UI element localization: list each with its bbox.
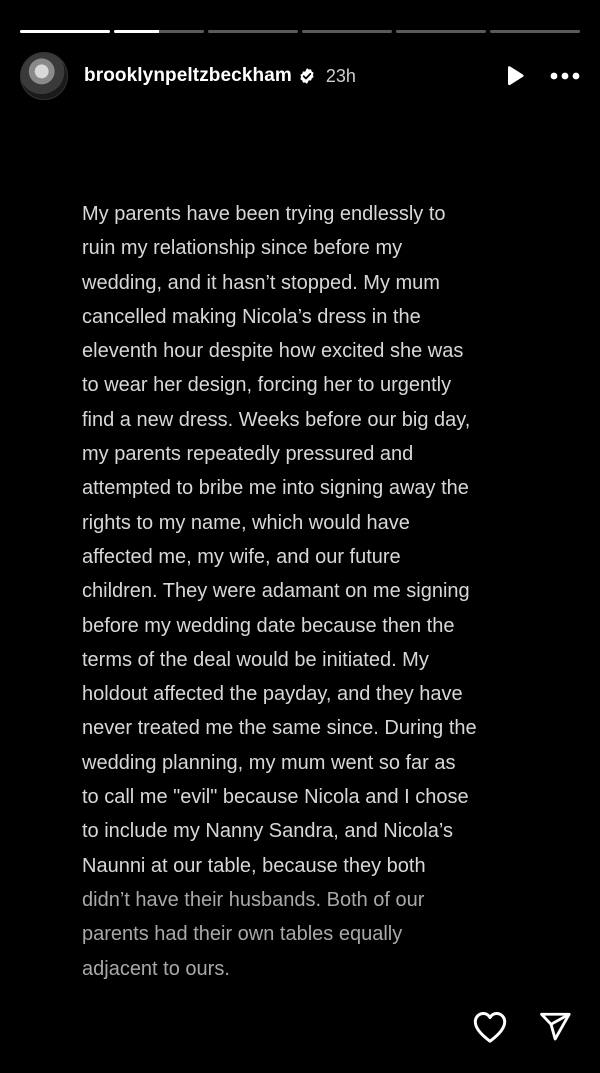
text-line: to wear her design, forcing her to urgently bbox=[82, 374, 452, 397]
username[interactable]: brooklynpeltzbeckham bbox=[84, 65, 292, 86]
progress-segment bbox=[302, 30, 392, 33]
text-line: didn’t have their husbands. Both of our bbox=[82, 888, 425, 911]
text-line: eleventh hour despite how excited she was bbox=[82, 340, 464, 363]
text-line: wedding planning, my mum went so far as bbox=[82, 751, 456, 774]
text-line: children. They were adamant on me signing bbox=[82, 580, 470, 603]
text-line: never treated me the same since. During the bbox=[82, 717, 477, 740]
text-line: ruin my relationship since before my bbox=[82, 237, 403, 260]
text-line: cancelled making Nicola’s dress in the bbox=[82, 305, 421, 328]
text-line: terms of the deal would be initiated. My bbox=[82, 648, 429, 671]
progress-segment bbox=[114, 30, 204, 33]
text-line: Naunni at our table, because they both bbox=[82, 854, 426, 877]
progress-segment bbox=[20, 30, 110, 33]
text-line: holdout affected the payday, and they have bbox=[82, 683, 463, 706]
play-icon[interactable] bbox=[502, 64, 526, 88]
text-line: rights to my name, which would have bbox=[82, 511, 410, 534]
text-line: before my wedding date because then the bbox=[82, 614, 455, 637]
text-line: wedding, and it hasn’t stopped. My mum bbox=[82, 271, 440, 294]
send-icon[interactable] bbox=[538, 1010, 572, 1044]
text-line: my parents repeatedly pressured and bbox=[82, 443, 414, 466]
progress-segment bbox=[208, 30, 298, 33]
progress-segment bbox=[396, 30, 486, 33]
text-line: attempted to bribe me into signing away the bbox=[82, 477, 469, 500]
text-line: parents had their own tables equally bbox=[82, 923, 403, 946]
story-progress-bar bbox=[20, 30, 580, 33]
heart-icon[interactable] bbox=[472, 1010, 508, 1044]
story-actions bbox=[472, 1010, 572, 1044]
post-time: 23h bbox=[325, 65, 356, 86]
text-line: to include my Nanny Sandra, and Nicola’s bbox=[82, 820, 453, 843]
verified-badge-icon bbox=[298, 67, 316, 85]
avatar[interactable] bbox=[20, 52, 68, 100]
text-line: find a new dress. Weeks before our big day, bbox=[82, 408, 471, 431]
text-line: My parents have been trying endlessly to bbox=[82, 203, 446, 225]
progress-segment bbox=[490, 30, 580, 33]
text-line: adjacent to ours. bbox=[82, 957, 230, 980]
more-options-icon[interactable] bbox=[550, 71, 580, 81]
text-line: affected me, my wife, and our future bbox=[82, 545, 401, 568]
story-text-body bbox=[82, 197, 544, 986]
text-line: to call me "evil" because Nicola and I chose bbox=[82, 786, 469, 809]
story-header bbox=[20, 52, 580, 100]
